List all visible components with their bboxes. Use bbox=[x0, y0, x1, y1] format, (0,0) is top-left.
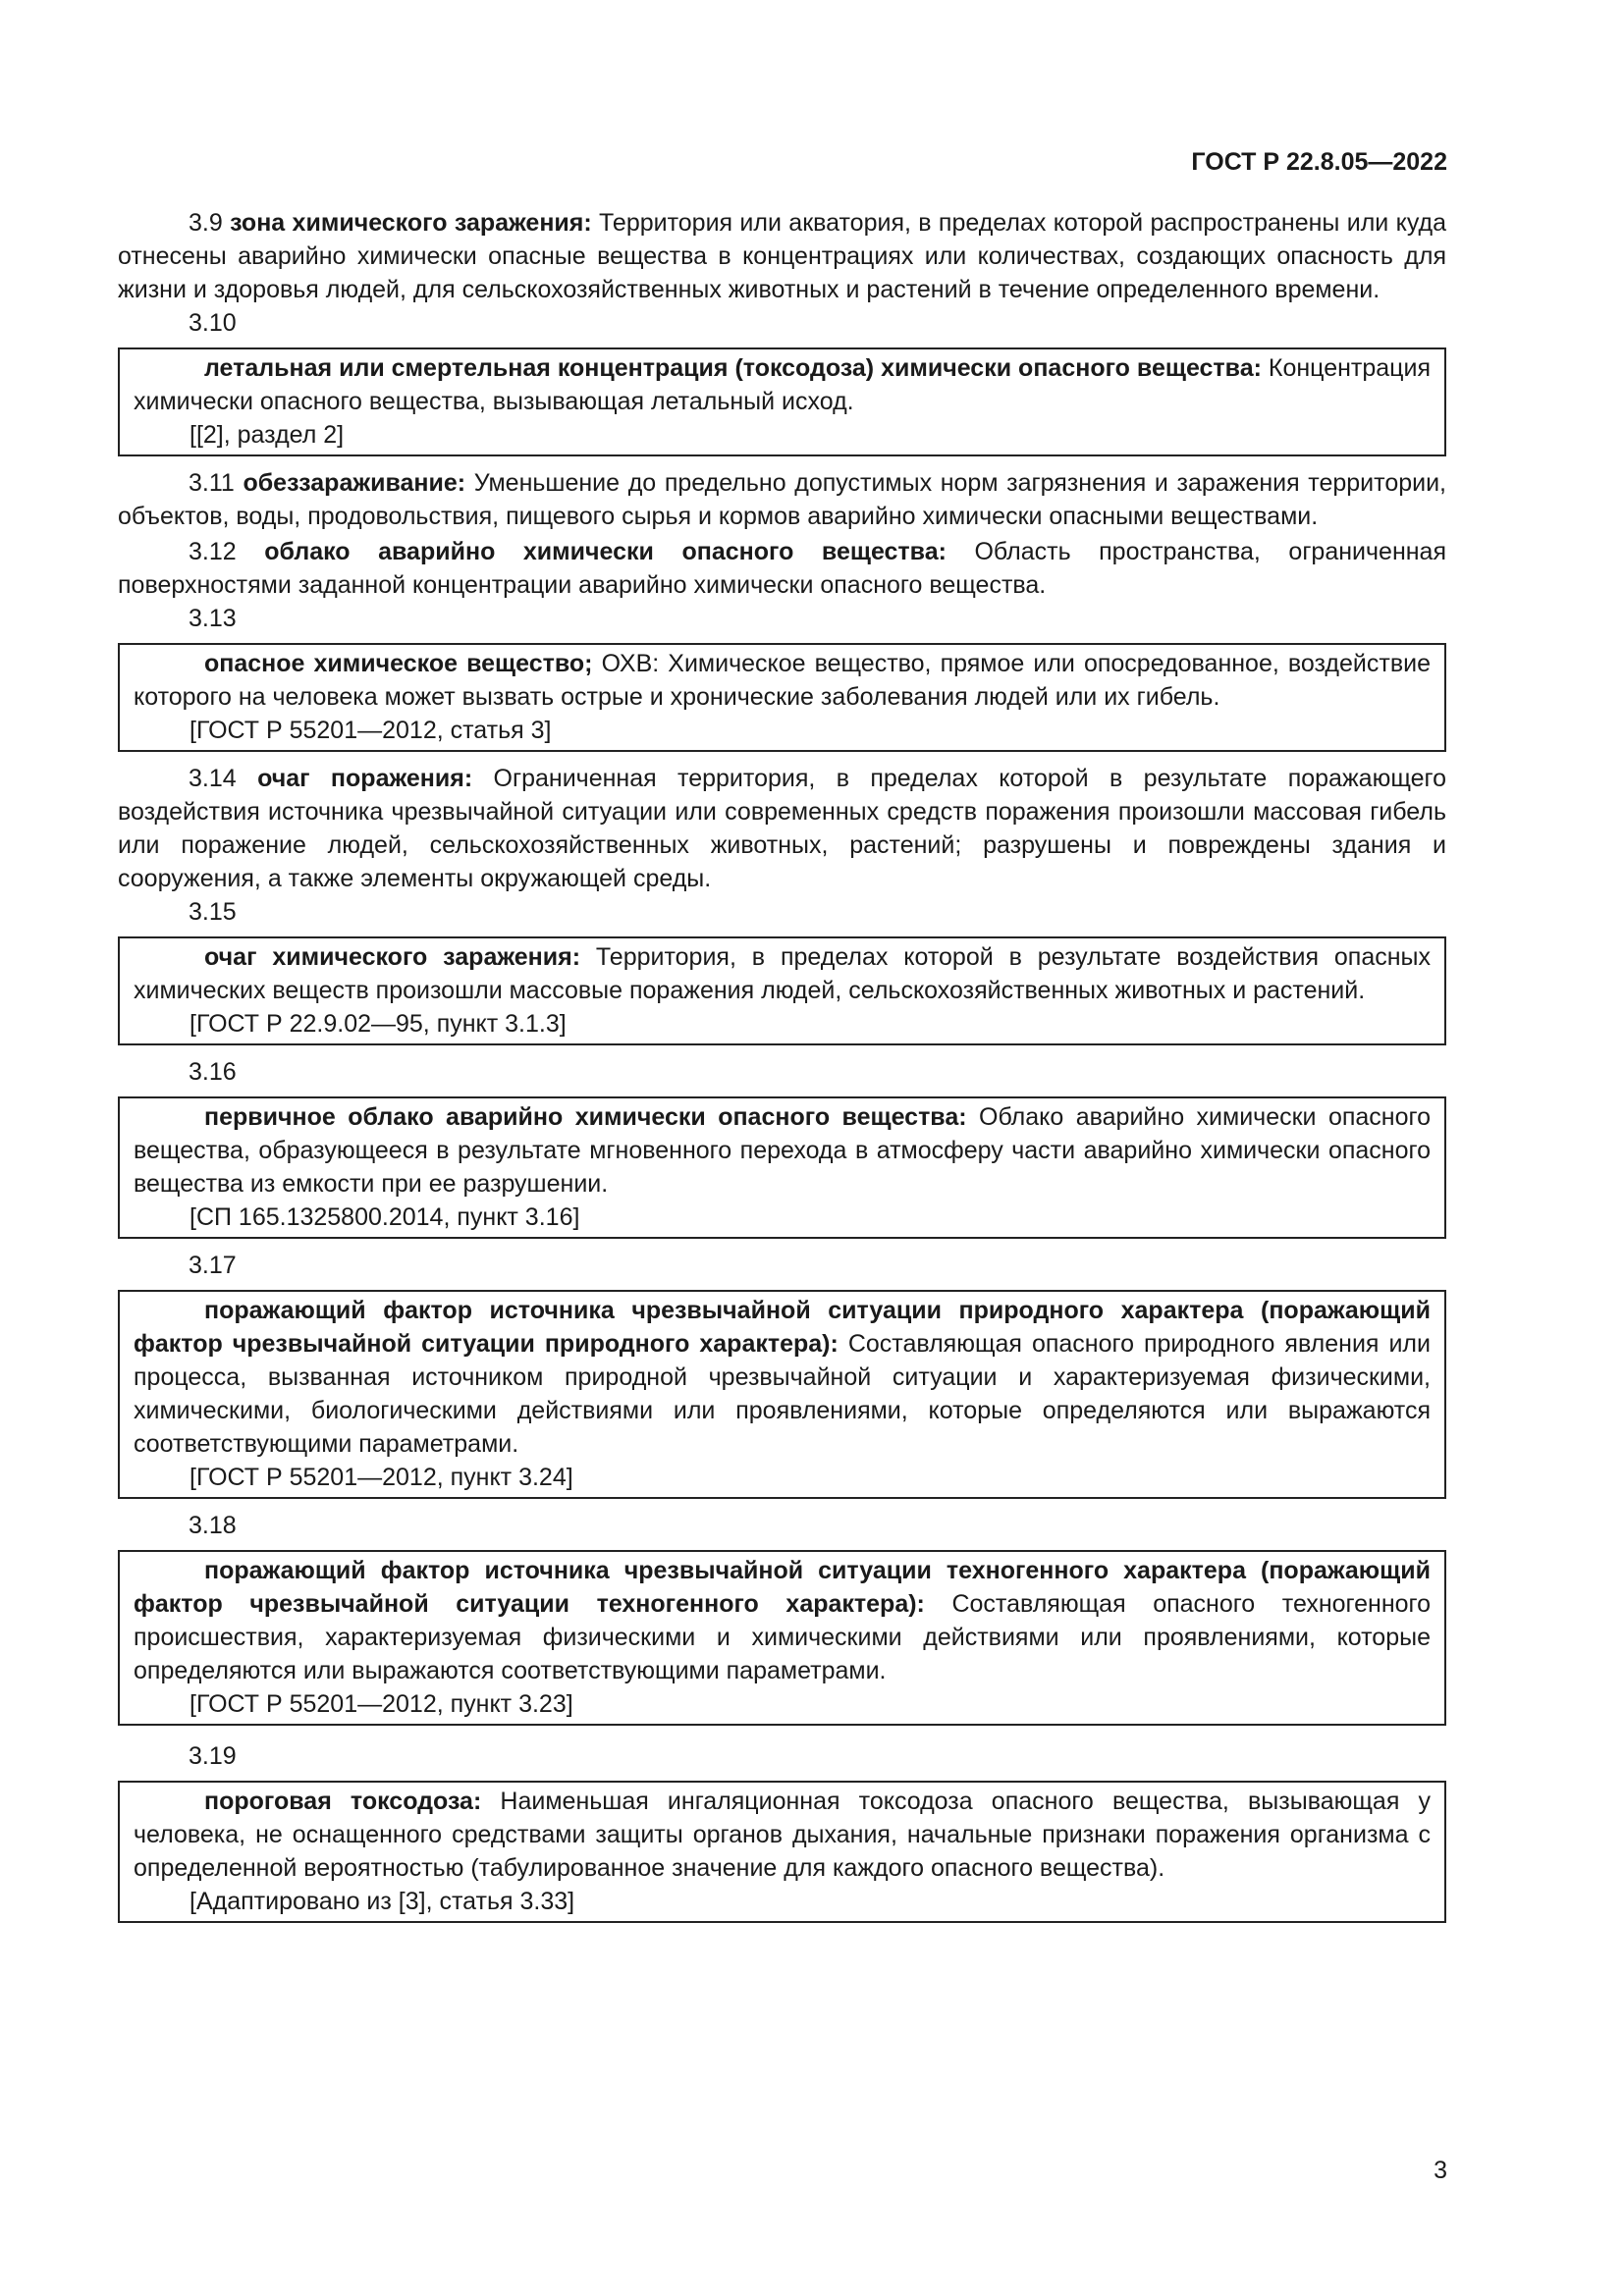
entry-3-11: 3.11 обеззараживание: Уменьшение до предельно допустимых норм загрязнения и заражения территории, объектов, воды, продовольствия, пищевого сырья и кормов аварийно химически опасными веществами. bbox=[118, 469, 1446, 530]
entry-number: 3.15 bbox=[189, 898, 237, 926]
definition-box-3-16: первичное облако аварийно химически опасного вещества: Облако аварийно химически опасного вещества, образующееся в результате мгновенного перехода в атмосферу части аварийно химически опасного вещества из емкости при ее разрушении. [СП 165.1325800.2014, пункт 3.16] bbox=[118, 1096, 1446, 1239]
entry-3-12: 3.12 облако аварийно химически опасного вещества: Область пространства, ограниченная поверхностями заданной концентрации аварийно химически опасного вещества. bbox=[118, 538, 1446, 599]
definition-box-3-17: поражающий фактор источника чрезвычайной ситуации природного характера (поражающий фактор чрезвычайной ситуации природного характера): Составляющая опасного природного явления или процесса, вызванная источником природной чрезвычайной ситуации и характеризуемая физическими, химическими, биологическими действиями или проявлениями, которые определяются или выражаются соответствующими параметрами. [ГОСТ Р 55201—2012, пункт 3.24] bbox=[118, 1290, 1446, 1499]
definition-box-3-13: опасное химическое вещество; ОХВ: Химическое вещество, прямое или опосредованное, воздействие которого на человека может вызвать острые и хронические заболевания людей или их гибель. [ГОСТ Р 55201—2012, статья 3] bbox=[118, 643, 1446, 752]
term: очаг химического заражения: bbox=[204, 943, 581, 971]
source-reference: [[2], раздел 2] bbox=[189, 421, 345, 449]
source-reference: [СП 165.1325800.2014, пункт 3.16] bbox=[189, 1203, 580, 1231]
entry-number: 3.16 bbox=[189, 1058, 237, 1086]
term: первичное облако аварийно химически опасного вещества: bbox=[204, 1103, 967, 1131]
source-reference: [ГОСТ Р 55201—2012, пункт 3.23] bbox=[189, 1690, 573, 1718]
definition-box-3-19: пороговая токсодоза: Наименьшая ингаляционная токсодоза опасного вещества, вызывающая у человека, не оснащенного средствами защиты органов дыхания, начальные признаки поражения организма с определенной вероятностью (табулированное значение для каждого опасного вещества). [Адаптировано из [3], статья 3.33] bbox=[118, 1781, 1446, 1923]
entry-number: 3.19 bbox=[189, 1742, 237, 1770]
term: облако аварийно химически опасного вещества: bbox=[264, 538, 947, 565]
definition-box-3-10: летальная или смертельная концентрация (токсодоза) химически опасного вещества: Концентрация химически опасного вещества, вызывающая летальный исход. [[2], раздел 2] bbox=[118, 347, 1446, 456]
term: летальная или смертельная концентрация (токсодоза) химически опасного вещества: bbox=[204, 354, 1262, 382]
source-reference: [ГОСТ Р 55201—2012, статья 3] bbox=[189, 717, 552, 744]
definition-box-3-18: поражающий фактор источника чрезвычайной ситуации техногенного характера (поражающий фактор чрезвычайной ситуации техногенного характера): Составляющая опасного техногенного происшествия, характеризуемая физическими и химическими действиями или проявлениями, которые определяются или выражаются соответствующими параметрами. [ГОСТ Р 55201—2012, пункт 3.23] bbox=[118, 1550, 1446, 1726]
source-reference: [ГОСТ Р 22.9.02—95, пункт 3.1.3] bbox=[189, 1010, 567, 1038]
entry-3-14: 3.14 очаг поражения: Ограниченная территория, в пределах которой в результате поражающего воздействия источника чрезвычайной ситуации или современных средств поражения произошли массовая гибель или поражение людей, сельскохозяйственных животных, растений; разрушены и повреждены здания и сооружения, а также элементы окружающей среды. bbox=[118, 765, 1446, 892]
source-reference: [ГОСТ Р 55201—2012, пункт 3.24] bbox=[189, 1464, 573, 1491]
entry-number: 3.10 bbox=[189, 309, 237, 337]
term: зона химического заражения: bbox=[230, 209, 592, 237]
document-header: ГОСТ Р 22.8.05—2022 bbox=[1191, 148, 1447, 176]
document-body bbox=[118, 137, 1446, 1933]
source-reference: [Адаптировано из [3], статья 3.33] bbox=[189, 1888, 575, 1915]
term: пороговая токсодоза: bbox=[204, 1788, 482, 1815]
entry-number: 3.13 bbox=[189, 605, 237, 632]
entry-number: 3.18 bbox=[189, 1512, 237, 1539]
term: поражающий фактор источника чрезвычайной ситуации техногенного характера (поражающий фактор чрезвычайной ситуации техногенного характера): bbox=[134, 1557, 1431, 1618]
term: опасное химическое вещество; bbox=[204, 650, 593, 677]
term: поражающий фактор источника чрезвычайной ситуации природного характера (поражающий фактор чрезвычайной ситуации природного характера): bbox=[134, 1297, 1431, 1358]
term: очаг поражения: bbox=[257, 765, 473, 792]
definition-box-3-15: очаг химического заражения: Территория, в пределах которой в результате воздействия опасных химических веществ произошли массовые поражения людей, сельскохозяйственных животных и растений. [ГОСТ Р 22.9.02—95, пункт 3.1.3] bbox=[118, 936, 1446, 1045]
entry-3-9: 3.9 зона химического заражения: Территория или акватория, в пределах которой распространены или куда отнесены аварийно химически опасные вещества в концентрациях или количествах, создающих опасность для жизни и здоровья людей, для сельскохозяйственных животных и растений в течение определенного времени. bbox=[118, 209, 1446, 303]
page-number: 3 bbox=[1434, 2157, 1447, 2184]
entry-number: 3.17 bbox=[189, 1252, 237, 1279]
term: обеззараживание: bbox=[243, 469, 466, 497]
